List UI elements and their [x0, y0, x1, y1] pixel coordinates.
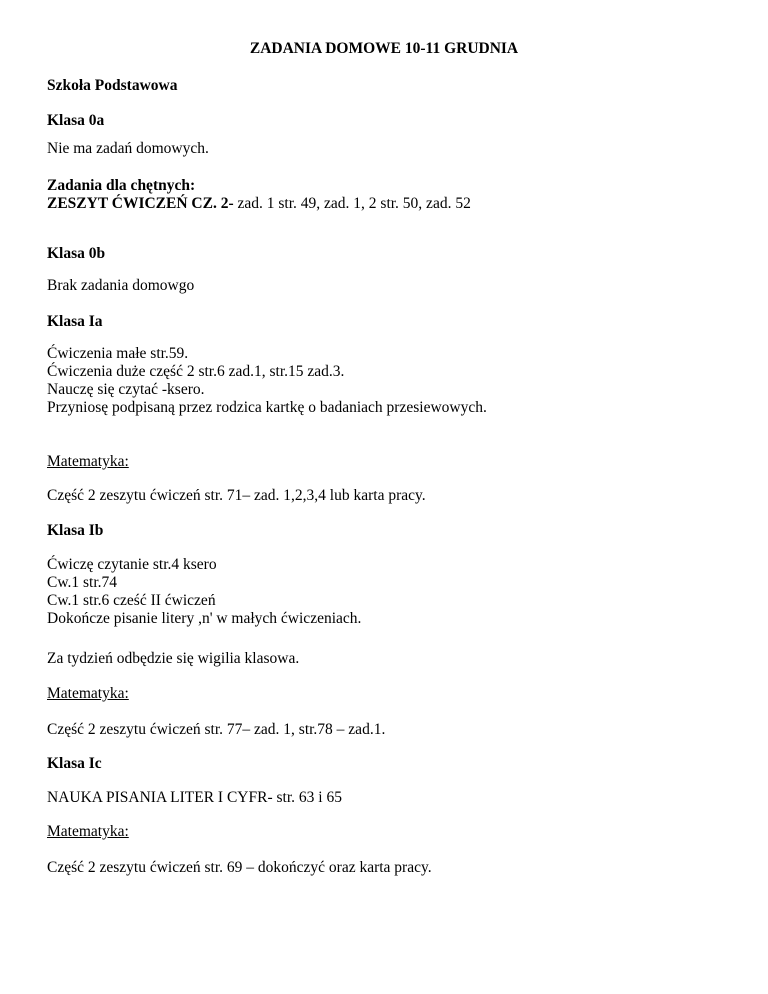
klasa-ic-text: NAUKA PISANIA LITER I CYFR- str. 63 i 65: [47, 789, 342, 806]
klasa-ib-math-label: Matematyka:: [47, 685, 129, 702]
list-item: Cw.1 str.6 cześć II ćwiczeń: [47, 592, 216, 609]
klasa-0b-text: Brak zadania domowgo: [47, 277, 195, 294]
klasa-ib-math-text: Część 2 zeszytu ćwiczeń str. 77– zad. 1, str.78 – zad.1.: [47, 721, 386, 738]
list-item: Ćwiczenia duże część 2 str.6 zad.1, str.15 zad.3.: [47, 363, 345, 380]
school-heading: Szkoła Podstawowa: [47, 77, 178, 94]
klasa-ia-list: [47, 345, 487, 417]
klasa-ic-math-label: Matematyka:: [47, 823, 129, 840]
klasa-0a-text: Nie ma zadań domowych.: [47, 140, 209, 157]
document-title: ZADANIA DOMOWE 10-11 GRUDNIA: [249, 40, 519, 57]
list-item: Dokończe pisanie litery ,n' w małych ćwiczeniach.: [47, 610, 362, 627]
klasa-ic-math-text: Część 2 zeszytu ćwiczeń str. 69 – dokończyć oraz karta pracy.: [47, 859, 432, 876]
klasa-ib-list: [47, 556, 361, 628]
klasa-ic-heading: Klasa Ic: [47, 755, 102, 772]
klasa-ib-heading: Klasa Ib: [47, 522, 104, 539]
klasa-0a-extra-text: zad. 1 str. 49, zad. 1, 2 str. 50, zad. 52: [233, 195, 471, 212]
list-item: Ćwiczę czytanie str.4 ksero: [47, 556, 217, 573]
list-item: Nauczę się czytać -ksero.: [47, 381, 205, 398]
list-item: Cw.1 str.74: [47, 574, 118, 591]
klasa-0a-extra-heading: Zadania dla chętnych:: [47, 177, 196, 194]
klasa-0b-heading: Klasa 0b: [47, 245, 106, 262]
list-item: Przyniosę podpisaną przez rodzica kartkę o badaniach przesiewowych.: [47, 399, 487, 416]
klasa-ib-note: Za tydzień odbędzie się wigilia klasowa.: [47, 650, 300, 667]
klasa-ia-math-text: Część 2 zeszytu ćwiczeń str. 71– zad. 1,2,3,4 lub karta pracy.: [47, 487, 426, 504]
klasa-ia-math-label: Matematyka:: [47, 453, 129, 470]
klasa-0a-heading: Klasa 0a: [47, 112, 105, 129]
klasa-0a-extra-bold: ZESZYT ĆWICZEŃ CZ. 2-: [47, 195, 234, 212]
klasa-ia-heading: Klasa Ia: [47, 313, 103, 330]
list-item: Ćwiczenia małe str.59.: [47, 345, 189, 362]
klasa-0a-extra-line: [47, 195, 471, 213]
